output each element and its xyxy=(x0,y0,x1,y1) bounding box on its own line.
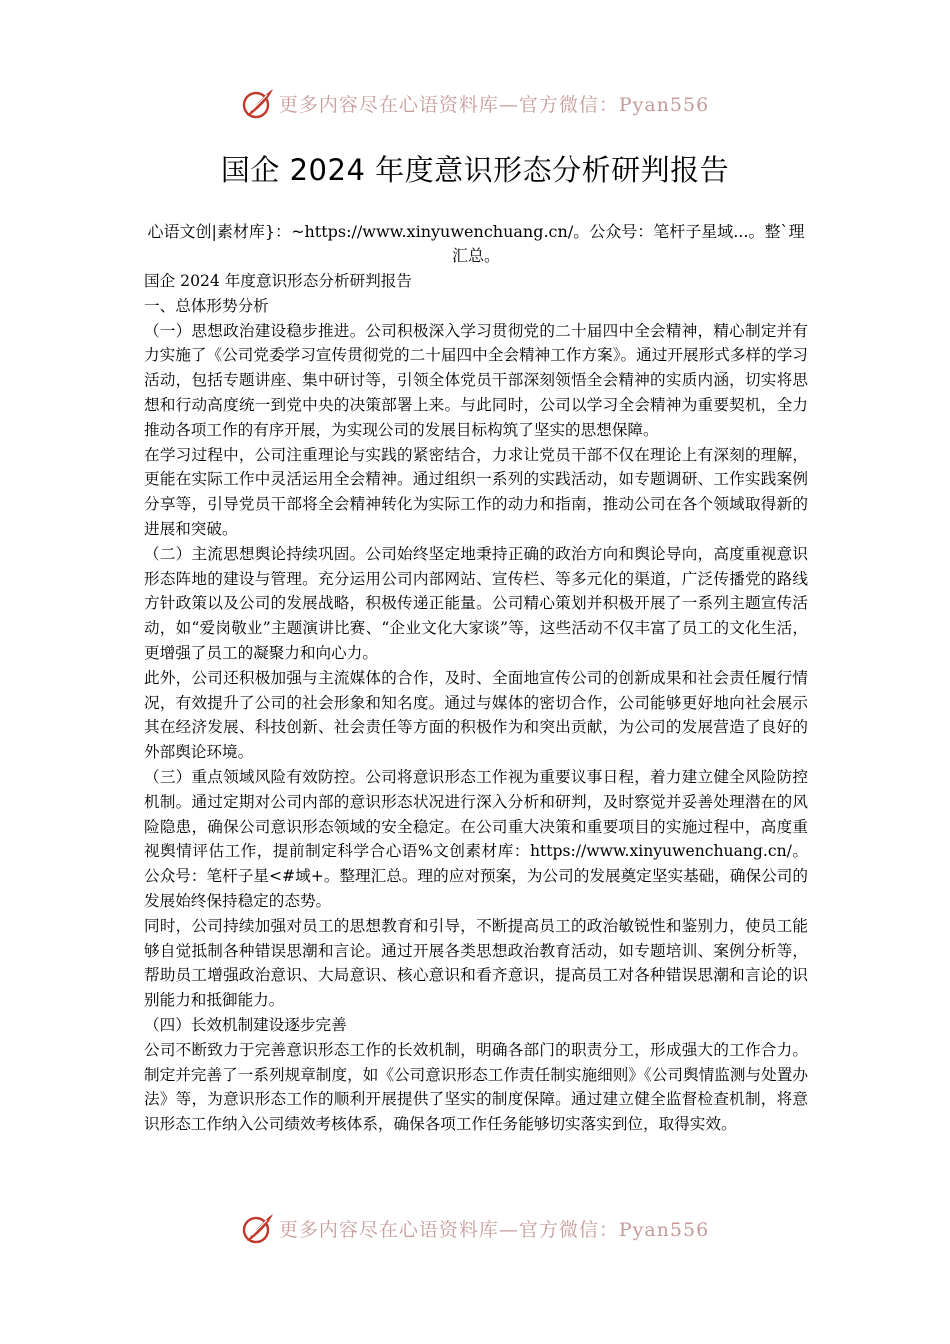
paragraph: 在学习过程中，公司注重理论与实践的紧密结合，力求让党员干部不仅在理论上有深刻的理解，更能在实际工作中灵活运用全会精神。通过组织一系列的实践活动，如专题调研、工作实践案例分享等，引导党员干部将全会精神转化为实际工作的动力和指南，推动公司在各个领域取得新的进展和突破。 xyxy=(144,445,808,538)
subsection-heading: （四）长效机制建设逐步完善 xyxy=(144,1015,347,1034)
header-banner xyxy=(0,86,950,120)
source-line: 心语文创|素材库}：~https://www.xinyuwenchuang.cn/。公众号：笔杆子星域...。整`理汇总。 xyxy=(147,222,805,265)
document-body xyxy=(144,269,808,1137)
document-title: 国企 2024 年度意识形态分析研判报告 xyxy=(220,153,730,187)
footer-banner xyxy=(0,1211,950,1245)
paragraph: 同时，公司持续加强对员工的思想教育和引导，不断提高员工的政治敏锐性和鉴别力，使员工能够自觉抵制各种错误思潮和言论。通过开展各类思想政治教育活动，如专题培训、案例分析等，帮助员工增强政治意识、大局意识、核心意识和看齐意识，提高员工对各种错误思潮和言论的识别能力和抵御能力。 xyxy=(144,916,808,1010)
quill-logo-icon xyxy=(241,1211,275,1245)
banner-text: 更多内容尽在心语资料库—官方微信：Pyan556 xyxy=(278,1218,710,1241)
paragraph: 此外，公司还积极加强与主流媒体的合作，及时、全面地宣传公司的创新成果和社会责任履行情况，有效提升了公司的社会形象和知名度。通过与媒体的密切合作，公司能够更好地向社会展示其在经济发展、科技创新、社会责任等方面的积极作为和突出贡献，为公司的发展营造了良好的外部舆论环境。 xyxy=(144,668,808,762)
paragraph: （二）主流思想舆论持续巩固。公司始终坚定地秉持正确的政治方向和舆论导向，高度重视意识形态阵地的建设与管理。充分运用公司内部网站、宣传栏、等多元化的渠道，广泛传播党的路线方针政策以及公司的发展战略，积极传递正能量。公司精心策划并积极开展了一系列主题宣传活动，如“爱岗敬业”主题演讲比赛、“企业文化大家谈”等，这些活动不仅丰富了员工的文化生活，更增强了员工的凝聚力和向心力。 xyxy=(144,544,808,662)
quill-logo-icon xyxy=(241,86,275,120)
paragraph: （一）思想政治建设稳步推进。公司积极深入学习贯彻党的二十届四中全会精神，精心制定并有力实施了《公司党委学习宣传贯彻党的二十届四中全会精神工作方案》。通过开展形式多样的学习活动，包括专题讲座、集中研讨等，引领全体党员干部深刻领悟全会精神的实质内涵，切实将思想和行动高度统一到党中央的决策部署上来。与此同时，公司以学习全会精神为重要契机，全力推动各项工作的有序开展，为实现公司的发展目标构筑了坚实的思想保障。 xyxy=(144,321,808,439)
paragraph: 国企 2024 年度意识形态分析研判报告 xyxy=(144,272,412,290)
banner-text: 更多内容尽在心语资料库—官方微信：Pyan556 xyxy=(278,93,710,116)
paragraph: 公司不断致力于完善意识形态工作的长效机制，明确各部门的职责分工，形成强大的工作合力。制定并完善了一系列规章制度，如《公司意识形态工作责任制实施细则》《公司舆情监测与处置办法》等，为意识形态工作的顺利开展提供了坚实的制度保障。通过建立健全监督检查机制，将意识形态工作纳入公司绩效考核体系，确保各项工作任务能够切实落实到位，取得实效。 xyxy=(144,1040,808,1134)
section-heading: 一、总体形势分析 xyxy=(144,296,269,315)
paragraph: （三）重点领域风险有效防控。公司将意识形态工作视为重要议事日程，着力建立健全风险防控机制。通过定期对公司内部的意识形态状况进行深入分析和研判，及时察觉并妥善处理潜在的风险隐患，确保公司意识形态领域的安全稳定。在公司重大决策和重要项目的实施过程中，高度重视舆情评估工作，提前制定科学合心语%文创素材库：https://www.xinyuwenchuang.cn/。公众号：笔杆子星<#域+。整理汇总。理的应对预案，为公司的发展奠定坚实基础，确保公司的发展始终保持稳定的态势。 xyxy=(144,767,808,910)
